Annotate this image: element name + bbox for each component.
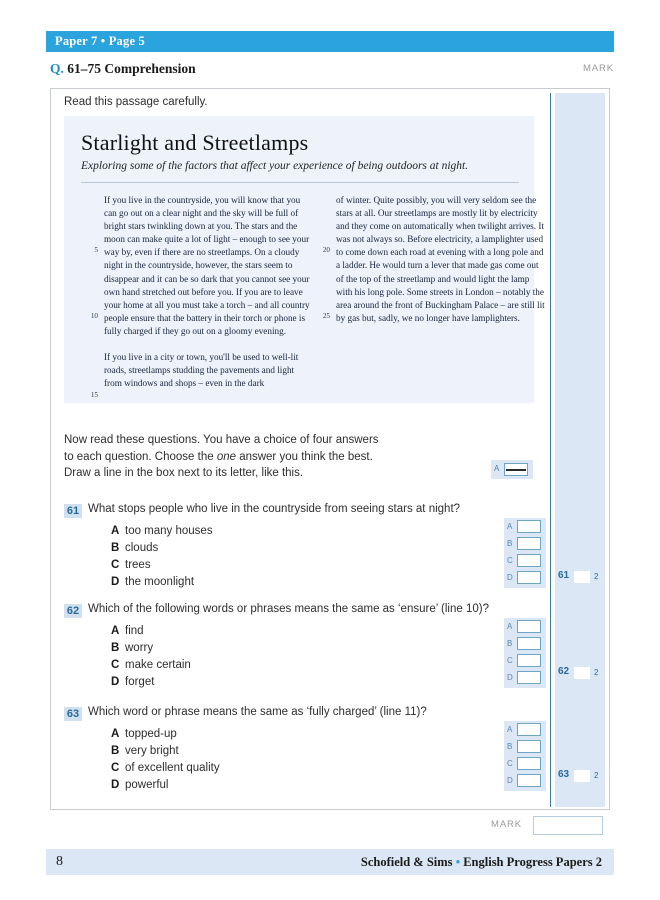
answer-letter: D bbox=[507, 776, 513, 785]
mark-strip bbox=[555, 93, 605, 807]
option-letter: C bbox=[111, 559, 120, 571]
option-letter: B bbox=[111, 745, 120, 757]
instruction-line-1: Now read these questions. You have a choice of four answers bbox=[64, 434, 379, 446]
option-row[interactable] bbox=[111, 777, 220, 794]
line-number-5: 5 bbox=[94, 246, 98, 254]
answer-box bbox=[504, 518, 546, 588]
question-text: Which of the following words or phrases means the same as ‘ensure’ (line 10)? bbox=[88, 603, 489, 615]
option-text: very bright bbox=[125, 745, 179, 757]
option-letter: D bbox=[111, 779, 120, 791]
option-text: clouds bbox=[125, 542, 159, 554]
option-text: the moonlight bbox=[125, 576, 195, 588]
option-letter: D bbox=[111, 576, 120, 588]
answer-row-a[interactable] bbox=[504, 721, 546, 738]
answer-letter: A bbox=[507, 522, 513, 531]
answer-row-b[interactable] bbox=[504, 535, 546, 552]
option-list bbox=[111, 623, 191, 691]
read-passage-instruction: Read this passage carefully. bbox=[64, 96, 208, 108]
content-box bbox=[50, 88, 610, 810]
option-letter: B bbox=[111, 642, 120, 654]
answer-square[interactable] bbox=[517, 671, 541, 684]
instruction-line-2a: to each question. Choose the bbox=[64, 450, 217, 463]
mark-entry-value: 2 bbox=[594, 771, 599, 780]
mark-entry-value: 2 bbox=[594, 668, 599, 677]
option-text: of excellent quality bbox=[125, 762, 220, 774]
answer-letter: C bbox=[507, 656, 513, 665]
option-letter: A bbox=[111, 728, 120, 740]
footer-series: English Progress Papers 2 bbox=[463, 855, 602, 869]
answer-row-b[interactable] bbox=[504, 635, 546, 652]
answer-box bbox=[504, 618, 546, 688]
answer-row-a[interactable] bbox=[504, 518, 546, 535]
passage-title: Starlight and Streetlamps bbox=[81, 130, 309, 155]
mark-entry-input[interactable] bbox=[574, 571, 590, 583]
bottom-mark-input[interactable] bbox=[533, 816, 603, 835]
answer-letter: B bbox=[507, 742, 513, 751]
line-number-25: 25 bbox=[322, 312, 330, 320]
mark-entry-63 bbox=[555, 769, 605, 783]
answer-square[interactable] bbox=[517, 554, 541, 567]
option-letter: A bbox=[111, 625, 120, 637]
footer-separator: • bbox=[455, 855, 461, 869]
answer-square[interactable] bbox=[517, 740, 541, 753]
question-number: 63 bbox=[64, 707, 82, 721]
passage-panel bbox=[64, 116, 545, 403]
option-row[interactable] bbox=[111, 726, 220, 743]
passage-column-right bbox=[336, 194, 546, 325]
page-title bbox=[50, 61, 614, 79]
q-prefix-label: Q. bbox=[50, 61, 64, 76]
example-answer-marked-square bbox=[504, 463, 528, 476]
mark-entry-62 bbox=[555, 666, 605, 680]
option-row[interactable] bbox=[111, 674, 191, 691]
question-text: What stops people who live in the countryside from seeing stars at night? bbox=[88, 503, 461, 515]
option-letter: C bbox=[111, 762, 120, 774]
mark-entry-number: 63 bbox=[558, 769, 570, 780]
option-row[interactable] bbox=[111, 557, 213, 574]
mark-label-top: MARK bbox=[582, 63, 614, 74]
answer-row-d[interactable] bbox=[504, 669, 546, 686]
option-row[interactable] bbox=[111, 760, 220, 777]
option-text: topped-up bbox=[125, 728, 177, 740]
passage-divider bbox=[81, 182, 519, 183]
answer-square[interactable] bbox=[517, 537, 541, 550]
answer-square[interactable] bbox=[517, 520, 541, 533]
option-row[interactable] bbox=[111, 623, 191, 640]
option-letter: B bbox=[111, 542, 120, 554]
page-footer bbox=[46, 849, 614, 875]
option-text: find bbox=[125, 625, 144, 637]
footer-credit bbox=[361, 855, 602, 870]
answer-letter: D bbox=[507, 673, 513, 682]
mark-entry-number: 62 bbox=[558, 666, 570, 677]
option-row[interactable] bbox=[111, 743, 220, 760]
option-text: trees bbox=[125, 559, 151, 571]
answer-square[interactable] bbox=[517, 654, 541, 667]
instruction-line-3: Draw a line in the box next to its letter, like this. bbox=[64, 467, 304, 479]
answer-row-c[interactable] bbox=[504, 552, 546, 569]
passage-subtitle: Exploring some of the factors that affect your experience of being outdoors at night. bbox=[81, 160, 469, 172]
answer-letter: C bbox=[507, 759, 513, 768]
answer-row-c[interactable] bbox=[504, 652, 546, 669]
answer-row-b[interactable] bbox=[504, 738, 546, 755]
answer-square[interactable] bbox=[517, 620, 541, 633]
answer-letter: A bbox=[507, 725, 513, 734]
option-text: worry bbox=[125, 642, 154, 654]
answer-box bbox=[504, 721, 546, 791]
option-letter: C bbox=[111, 659, 120, 671]
paper-page-banner: Paper 7 • Page 5 bbox=[46, 31, 614, 52]
answer-square[interactable] bbox=[517, 571, 541, 584]
line-number-10: 10 bbox=[90, 312, 98, 320]
option-text: powerful bbox=[125, 779, 169, 791]
answer-square[interactable] bbox=[517, 637, 541, 650]
passage-paragraph: If you live in the countryside, you will know that you can go out on a clear night and the sky will be full of bright stars twinkling down at you. The stars and the moon can make quite a lot of light – enough to see your way by, even if there are no streetlamps. On a cloudy night in the countryside, however, the stars seem to disappear and it can be so dark that you cannot see your own hand stretched out before you. If you are to leave your home at all you must take a torch – and all country people ensure that the battery in their torch or phone is fully charged if they go out on a gloomy evening. bbox=[104, 195, 310, 336]
option-list bbox=[111, 726, 220, 794]
option-row[interactable] bbox=[111, 540, 213, 557]
option-letter: A bbox=[111, 525, 120, 537]
mark-entry-input[interactable] bbox=[574, 770, 590, 782]
answer-square[interactable] bbox=[517, 774, 541, 787]
line-number-15: 15 bbox=[90, 391, 98, 399]
q-range-title: 61–75 Comprehension bbox=[67, 61, 196, 76]
mark-strip-divider bbox=[550, 93, 551, 807]
question-number: 61 bbox=[64, 504, 82, 518]
question-number: 62 bbox=[64, 604, 82, 618]
questions-instruction bbox=[64, 432, 464, 482]
footer-publisher: Schofield & Sims bbox=[360, 855, 453, 869]
answer-letter: B bbox=[507, 539, 513, 548]
answer-row-d[interactable] bbox=[504, 569, 546, 586]
line-number-20: 20 bbox=[322, 246, 330, 254]
option-letter: D bbox=[111, 676, 120, 688]
answer-letter: D bbox=[507, 573, 513, 582]
option-row[interactable] bbox=[111, 574, 213, 591]
passage-column-left bbox=[104, 194, 314, 390]
option-list bbox=[111, 523, 213, 591]
bottom-mark-label: MARK bbox=[491, 819, 523, 830]
mark-entry-value: 2 bbox=[594, 572, 599, 581]
answer-square[interactable] bbox=[517, 757, 541, 770]
option-row[interactable] bbox=[111, 657, 191, 674]
answer-row-c[interactable] bbox=[504, 755, 546, 772]
example-option-letter: A bbox=[494, 464, 500, 473]
mark-entry-61 bbox=[555, 570, 605, 584]
answer-row-d[interactable] bbox=[504, 772, 546, 789]
mark-entry-number: 61 bbox=[558, 570, 570, 581]
option-row[interactable] bbox=[111, 640, 191, 657]
question-text: Which word or phrase means the same as ‘fully charged’ (line 11)? bbox=[88, 706, 427, 718]
instruction-emphasis: one bbox=[216, 450, 236, 463]
option-row[interactable] bbox=[111, 523, 213, 540]
instruction-line-2b: answer you think the best. bbox=[236, 450, 373, 463]
answer-letter: B bbox=[507, 639, 513, 648]
example-answer-box bbox=[491, 460, 533, 479]
mark-entry-input[interactable] bbox=[574, 667, 590, 679]
answer-letter: C bbox=[507, 556, 513, 565]
option-text: too many houses bbox=[125, 525, 213, 537]
option-text: forget bbox=[125, 676, 155, 688]
passage-paragraph: of winter. Quite possibly, you will very seldom see the stars at all. Our streetlamps are mostly lit by electricity and they come on automatically when twilight arrives. It was not always so. Before electricity, a lamplighter used to come down each road at evening with a long pole and a ladder. He would turn a lever that made gas come out of the top of the streetlamp and would light the lamp with his long pole. Some streets in London – notably the area around the front of Buckingham Palace – are still lit by gas but, sadly, we no longer have lamplighters. bbox=[336, 195, 545, 323]
answer-letter: A bbox=[507, 622, 513, 631]
option-text: make certain bbox=[125, 659, 191, 671]
passage-paragraph: If you live in a city or town, you'll be used to well-lit roads, streetlamps studding the pavements and light from windows and shops – even in the dark bbox=[104, 352, 299, 389]
answer-square[interactable] bbox=[517, 723, 541, 736]
footer-page-number: 8 bbox=[56, 854, 63, 869]
answer-row-a[interactable] bbox=[504, 618, 546, 635]
